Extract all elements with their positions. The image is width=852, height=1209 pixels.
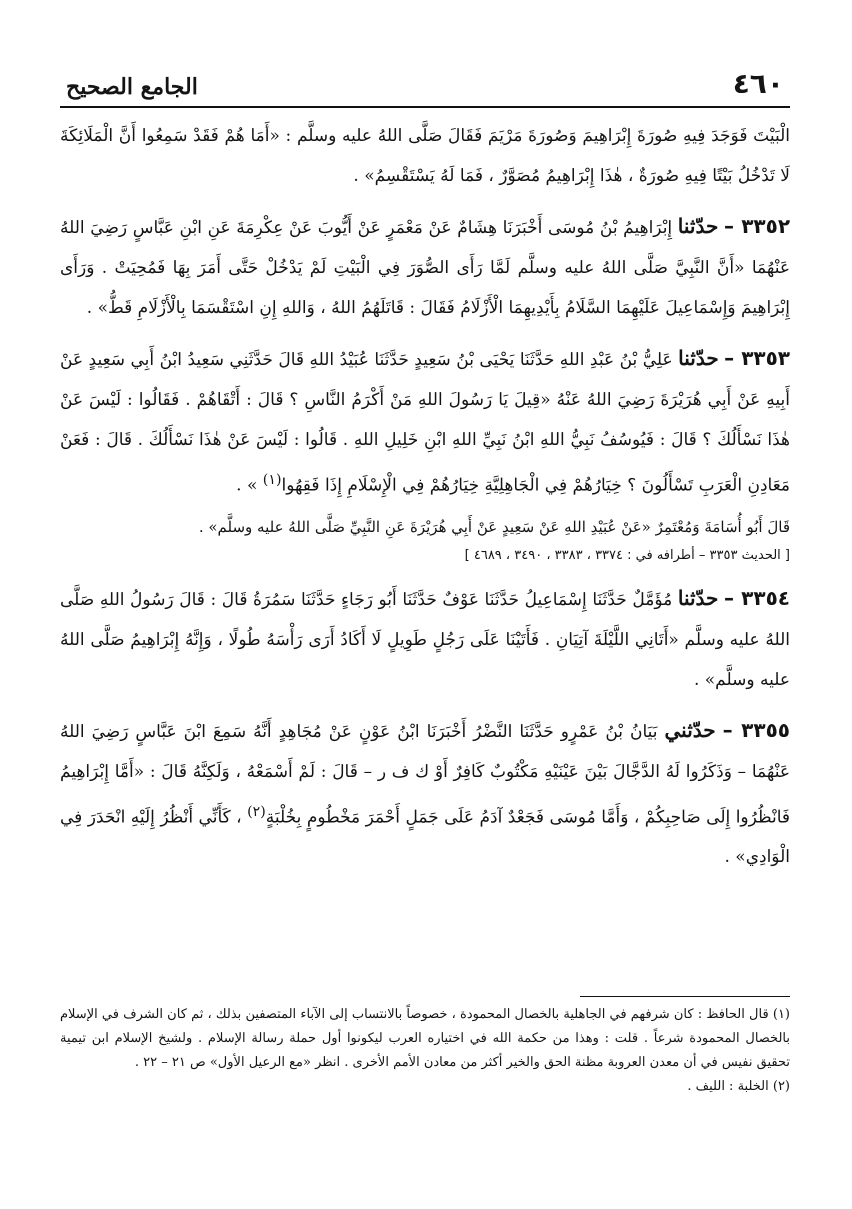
- hadith-text: عَلِيُّ بْنُ عَبْدِ اللهِ حَدَّثَنَا يَحْيَى بْنُ سَعِيدٍ حَدَّثَنَا عُبَيْدُ اللهِ قَالَ حَدَّثَنِي سَعِيدُ ابْنُ أَبِي سَعِيدٍ عَنْ أَبِيهِ عَنْ أَبِي هُرَيْرَةَ رَضِيَ اللهُ عَنْهُ «قِيلَ يَا رَسُولَ اللهِ مَنْ أَكْرَمُ النَّاسِ ؟ قَالَ : أَتْقَاهُمْ . فَقَالُوا : لَيْسَ عَنْ هٰذَا نَسْأَلُكَ ؟ قَالَ : فَيُوسُفُ نَبِيُّ اللهِ ابْنُ نَبِيِّ اللهِ ابْنِ خَلِيلِ اللهِ . قَالُوا : لَيْسَ عَنْ هٰذَا نَسْأَلُكَ . قَالَ : فَعَنْ مَعَادِنِ الْعَرَبِ تَسْأَلُونَ ؟ خِيَارُهُمْ فِي الْجَاهِلِيَّةِ خِيَارُهُمْ فِي الْإِسْلَامِ إِذَا فَقِهُوا: [60, 350, 790, 496]
- hadith-closing: » .: [236, 475, 258, 496]
- hadith-closing: ، كَأَنِّي أَنْظُرُ إِلَيْهِ انْحَدَرَ فِي الْوَادِي» .: [60, 807, 790, 868]
- footnote-rule: [580, 996, 790, 997]
- hadith-3354-paragraph: [60, 578, 790, 700]
- hadith-text: مُؤَمَّلٌ حَدَّثَنَا إِسْمَاعِيلُ حَدَّثَنَا عَوْفٌ حَدَّثَنَا أَبُو رَجَاءٍ حَدَّثَنَا سَمُرَةُ قَالَ : قَالَ رَسُولُ اللهِ صَلَّى اللهُ عليه وسلَّم «أَتَانِي اللَّيْلَةَ آتِيَانِ . فَأَتَيْنَا عَلَى رَجُلٍ طَوِيلٍ لَا أَكَادُ أَرَى رَأْسَهُ طُولًا ، وَإِنَّهُ إِبْرَاهِيمُ صَلَّى اللهُ عليه وسلَّم» .: [60, 589, 790, 690]
- hadith-lead-word: حدّثني: [664, 717, 716, 742]
- hadith-3353-narration-note: قَالَ أَبُو أُسَامَةَ وَمُعْتَمِرٌ «عَنْ عُبَيْدِ اللهِ عَنْ سَعِيدٍ عَنْ أَبِي هُرَيْرَةَ عَنِ النَّبِيِّ صَلَّى اللهُ عليه وسلَّم» .: [198, 517, 790, 536]
- footnote-2: (٢) الخلبة : الليف .: [687, 1079, 790, 1094]
- page-header: [60, 62, 790, 100]
- running-title: الجامع الصحيح: [66, 74, 198, 100]
- header-rule: [60, 106, 790, 108]
- hadith-text: إِبْرَاهِيمُ بْنُ مُوسَى أَخْبَرَنَا هِشَامٌ عَنْ مَعْمَرٍ عَنْ أَيُّوبَ عَنْ عِكْرِمَةَ عَنِ ابْنِ عَبَّاسٍ رَضِيَ اللهُ عَنْهُمَا «أَنَّ النَّبِيَّ صَلَّى اللهُ عليه وسلَّم لَمَّا رَأَى الصُّوَرَ فِي الْبَيْتِ لَمْ يَدْخُلْ حَتَّى أَمَرَ بِهَا فَمُحِيَتْ . وَرَأَى إِبْرَاهِيمَ وَإِسْمَاعِيلَ عَلَيْهِمَا السَّلَامُ بِأَيْدِيهِمَا الْأَزْلَامُ فَقَالَ : قَاتَلَهُمُ اللهُ ، وَاللهِ إِنِ اسْتَقْسَمَا بِالْأَزْلَامِ قَطُّ» .: [60, 218, 790, 318]
- footnote-marker-1[interactable]: (١): [262, 472, 282, 488]
- hadith-number: ٣٣٥٢ –: [724, 214, 791, 238]
- hadith-lead-word: حدّثنا: [678, 346, 719, 370]
- hadith-number: ٣٣٥٥ –: [722, 717, 790, 742]
- hadith-3352-paragraph: [60, 206, 790, 328]
- page-number: ٤٦٠: [732, 67, 784, 100]
- hadith-lead-word: حدّثنا: [677, 585, 719, 610]
- footnote-marker-2[interactable]: (٢): [247, 803, 266, 820]
- hadith-3355-paragraph: [60, 710, 790, 878]
- hadith-3353-cross-reference: [ الحديث ٣٣٥٣ – أطرافه في : ٣٣٧٤ ، ٣٣٨٣ ، ٣٤٩٠ ، ٤٦٨٩ ]: [464, 547, 790, 563]
- hadith-number: ٣٣٥٤ –: [724, 585, 790, 610]
- footnote-1: (١) قال الحافظ : كان شرفهم في الجاهلية بالخصال المحمودة ، خصوصاً بالانتساب إلى الآباء المتصفين بذلك ، ثم كان الشرف في الإسلام بالخصال المحمودة شرعاً . قلت : وهذا من حكمة الله في اختياره العرب ليكونوا أول حملة رسالة الإسلام . ولشيخ الإسلام ابن تيمية تحقيق نفيس في أن معدن العروبة مظنة الحق والخير أكثر من معادن الأمم الأخرى . انظر «مع الرعيل الأول» ص ٢١ – ٢٢ .: [60, 1007, 790, 1070]
- hadith-3353-paragraph: [60, 338, 790, 506]
- hadith-3355: [60, 710, 790, 878]
- hadith-number: ٣٣٥٣ –: [724, 346, 791, 370]
- hadith-3354: [60, 578, 790, 700]
- hadith-text: بَيَانُ بْنُ عَمْرٍو حَدَّثَنَا النَّضْرُ أَخْبَرَنَا ابْنُ عَوْنٍ عَنْ مُجَاهِدٍ أَنَّهُ سَمِعَ ابْنَ عَبَّاسٍ رَضِيَ اللهُ عَنْهُمَا – وَذَكَرُوا لَهُ الدَّجَّالَ بَيْنَ عَيْنَيْهِ مَكْتُوبٌ كَافِرٌ أَوْ ك ف ر – قَالَ : لَمْ أَسْمَعْهُ ، وَلَكِنَّهُ قَالَ : «أَمَّا إِبْرَاهِيمُ فَانْظُرُوا إِلَى صَاحِبِكُمْ ، وَأَمَّا مُوسَى فَجَعْدٌ آدَمُ عَلَى جَمَلٍ أَحْمَرَ مَخْطُومٍ بِخُلْبَةٍ: [60, 721, 790, 828]
- intro-paragraph: الْبَيْتَ فَوَجَدَ فِيهِ صُورَةَ إِبْرَاهِيمَ وَصُورَةَ مَرْيَمَ فَقَالَ صَلَّى اللهُ عليه وسلَّم : «أَمَا هُمْ فَقَدْ سَمِعُوا أَنَّ الْمَلَائِكَةَ لَا تَدْخُلُ بَيْتًا فِيهِ صُورَةٌ ، هٰذَا إِبْرَاهِيمُ مُصَوَّرٌ ، فَمَا لَهُ يَسْتَقْسِمُ» .: [60, 126, 790, 186]
- hadith-3353: [60, 338, 790, 568]
- hadith-3352: [60, 206, 790, 328]
- footnotes: [60, 996, 790, 1099]
- page: [60, 62, 790, 877]
- hadith-lead-word: حدّثنا: [677, 214, 719, 238]
